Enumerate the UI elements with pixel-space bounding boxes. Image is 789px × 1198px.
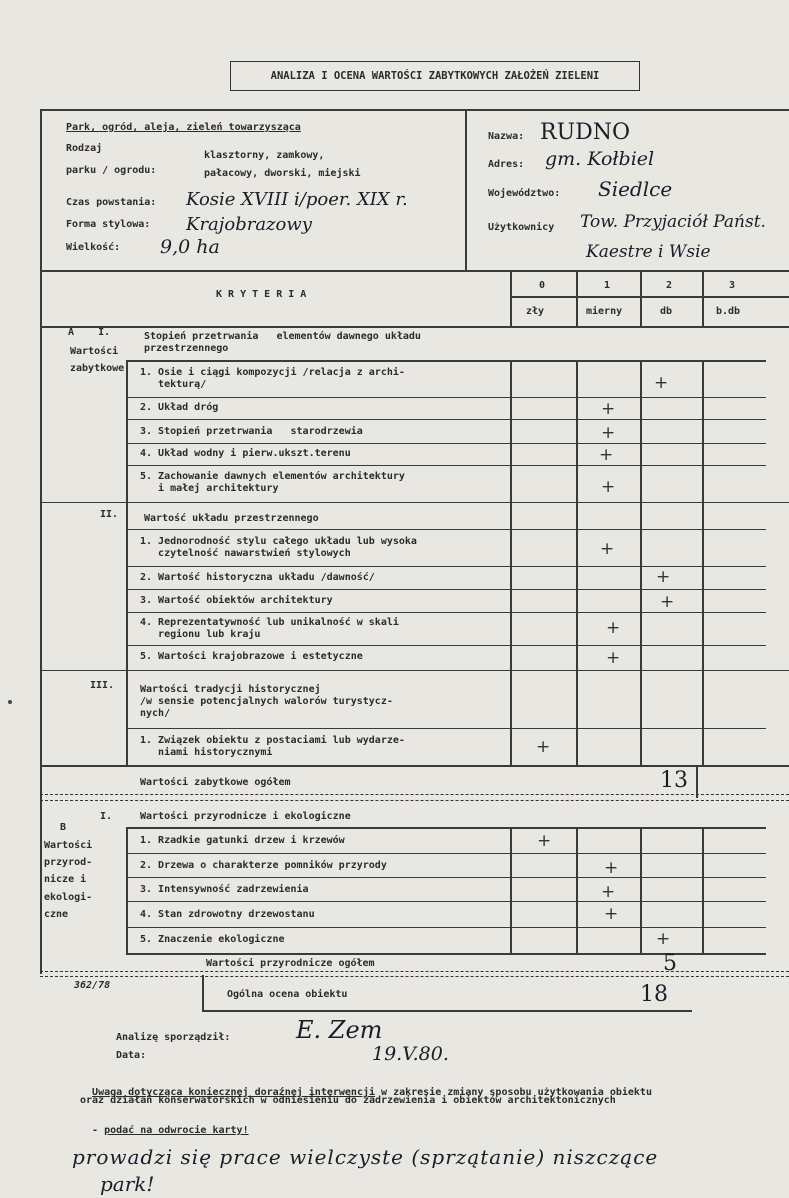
note-line-3-underlined: podać na odwrocie karty! bbox=[104, 1125, 249, 1136]
row-line bbox=[126, 589, 766, 590]
col-item-left bbox=[126, 360, 128, 765]
section-a-label-3: zabytkowe bbox=[70, 363, 125, 374]
date-value: 19.V.80. bbox=[372, 1043, 449, 1065]
score-label-3: b.db bbox=[716, 306, 741, 317]
uzytkownicy-value-1: Tow. Przyjaciół Państ. bbox=[580, 212, 766, 232]
section-a-total-value: 13 bbox=[660, 768, 688, 793]
score-col-line-3 bbox=[702, 270, 704, 327]
col-item-right bbox=[510, 360, 512, 765]
group-1-title-2: przestrzennego bbox=[144, 343, 229, 354]
col-s2 bbox=[640, 360, 642, 765]
b-row-line bbox=[126, 927, 766, 928]
section-b-top bbox=[126, 827, 766, 829]
row-line bbox=[126, 465, 766, 466]
section-b-label-2: Wartości bbox=[44, 840, 93, 851]
row-line bbox=[126, 612, 766, 613]
note-line-3-prefix: - bbox=[92, 1125, 105, 1136]
item-a1-5: 5. Zachowanie dawnych elementów architektury bbox=[140, 471, 405, 482]
section-a-label-2: Wartości bbox=[70, 346, 119, 357]
analysis-signature: E. Zem bbox=[296, 1016, 383, 1044]
tick-a1-4: + bbox=[599, 445, 614, 465]
item-a1-4: 4. Układ wodny i pierw.ukszt.terenu bbox=[140, 448, 351, 459]
b-row-line bbox=[126, 877, 766, 878]
score-col-line-0 bbox=[510, 270, 512, 327]
item-a2-1: 1. Jednorodność stylu całego układu lub wysoka bbox=[140, 536, 417, 547]
group-3-title-2: /w sensie potencjalnych walorów turystycz- bbox=[140, 696, 393, 707]
score-3: 3 bbox=[729, 280, 736, 291]
header-divider-vertical bbox=[465, 109, 467, 271]
wojewodztwo-label: Województwo: bbox=[488, 188, 561, 199]
tick-a2-5: + bbox=[606, 648, 621, 668]
note-line-1-rest: w zakresie zmiany sposobu użytkowania obiektu bbox=[375, 1087, 652, 1098]
group-1-title-1: Stopień przetrwania elementów dawnego układu bbox=[144, 331, 421, 342]
item-a2-4: 4. Reprezentatywność lub unikalność w skali bbox=[140, 617, 399, 628]
row-line bbox=[126, 419, 766, 420]
section-b-total-label: Wartości przyrodnicze ogółem bbox=[206, 958, 375, 969]
tick-a1-5: + bbox=[601, 477, 616, 497]
handwritten-note-1: prowadzi się prace wielczyste (sprzątanie) niszczące bbox=[72, 1145, 659, 1169]
score-label-1: mierny bbox=[586, 306, 623, 317]
score-label-2: db bbox=[660, 306, 673, 317]
uzytkownicy-label: Użytkownicy bbox=[488, 222, 555, 233]
tick-a3-1: + bbox=[536, 737, 551, 757]
double-dash-line bbox=[40, 794, 789, 801]
note-line-1-underlined: Uwaga dotycząca koniecznej doraźnej interwencji bbox=[92, 1087, 376, 1098]
wojewodztwo-value: Siedlce bbox=[598, 177, 673, 201]
section-b-label-6: czne bbox=[44, 909, 69, 920]
criteria-label: K R Y T E R I A bbox=[216, 289, 307, 300]
group-2-num: II. bbox=[100, 509, 119, 520]
score-0: 0 bbox=[539, 280, 546, 291]
b-col-left bbox=[126, 827, 128, 954]
tick-a1-3: + bbox=[601, 423, 616, 443]
czas-value: Kosie XVIII i/poer. XIX r. bbox=[186, 189, 408, 210]
group-2-title: Wartość układu przestrzennego bbox=[144, 513, 319, 524]
section-a-bottom bbox=[40, 765, 789, 767]
sheet-number: 362/78 bbox=[74, 980, 111, 991]
b-col-s2 bbox=[640, 827, 642, 954]
czas-label: Czas powstania: bbox=[66, 197, 157, 208]
section-a-label: A I. bbox=[68, 327, 111, 338]
row-line bbox=[126, 397, 766, 398]
nazwa-label: Nazwa: bbox=[488, 131, 525, 142]
score-col-line-1 bbox=[576, 270, 578, 327]
section-a-total-label: Wartości zabytkowe ogółem bbox=[140, 777, 291, 788]
rodzaj-label-2: parku / ogrodu: bbox=[66, 165, 157, 176]
header-bottom bbox=[40, 270, 789, 272]
item-a2-2: 2. Wartość historyczna układu /dawność/ bbox=[140, 572, 375, 583]
tick-b-4: + bbox=[604, 904, 619, 924]
item-a2-5: 5. Wartości krajobrazowe i estetyczne bbox=[140, 651, 363, 662]
score-1: 1 bbox=[604, 280, 611, 291]
group-1-top bbox=[126, 360, 766, 362]
tick-a2-4: + bbox=[606, 618, 621, 638]
b-col-s0 bbox=[510, 827, 512, 954]
dash-line-bottom bbox=[40, 971, 789, 977]
tick-b-5: + bbox=[656, 929, 671, 949]
row-line bbox=[126, 645, 766, 646]
overall-value: 18 bbox=[640, 982, 668, 1007]
item-a1-5b: i małej architektury bbox=[140, 483, 279, 494]
score-header-mid bbox=[510, 296, 789, 298]
rodzaj-options-1: klasztorny, zamkowy, bbox=[204, 150, 325, 161]
col-s3 bbox=[702, 360, 704, 765]
item-b-5: 5. Znaczenie ekologiczne bbox=[140, 934, 285, 945]
handwritten-note-2: park! bbox=[100, 1172, 155, 1196]
item-a2-4b: regionu lub kraju bbox=[140, 629, 261, 640]
item-a1-2: 2. Układ dróg bbox=[140, 402, 219, 413]
b-col-s3 bbox=[702, 827, 704, 954]
item-a1-1: 1. Osie i ciągi kompozycji /relacja z archi- bbox=[140, 367, 405, 378]
section-b-label-3: przyrod- bbox=[44, 857, 93, 868]
tick-a2-1: + bbox=[600, 539, 615, 559]
tick-a1-1: + bbox=[654, 373, 669, 393]
col-s1 bbox=[576, 360, 578, 765]
uzytkownicy-value-2: Kaestre i Wsie bbox=[586, 242, 711, 262]
item-a2-1b: czytelność nawarstwień stylowych bbox=[140, 548, 351, 559]
forma-label: Forma stylowa: bbox=[66, 219, 151, 230]
group-3-title-1: Wartości tradycji historycznej bbox=[140, 684, 321, 695]
type-line: Park, ogród, aleja, zieleń towarzysząca bbox=[66, 122, 301, 133]
forma-value: Krajobrazowy bbox=[186, 214, 312, 235]
group-2-top bbox=[126, 529, 766, 530]
section-b-group-title: Wartości przyrodnicze i ekologiczne bbox=[140, 811, 351, 822]
frame-left bbox=[40, 109, 42, 974]
group-3-num: III. bbox=[90, 680, 115, 691]
section-b-label-4: nicze i bbox=[44, 874, 87, 885]
b-row-line bbox=[126, 853, 766, 854]
overall-box-bottom bbox=[202, 1010, 692, 1012]
punch-dot bbox=[8, 700, 12, 704]
wielkosc-label: Wielkość: bbox=[66, 242, 121, 253]
item-a3-1b: niami historycznymi bbox=[140, 747, 273, 758]
section-b-total-value: 5 bbox=[663, 951, 677, 976]
item-a3-1: 1. Związek obiektu z postaciami lub wydarze- bbox=[140, 735, 405, 746]
item-a1-1b: tekturą/ bbox=[140, 379, 207, 390]
row-line bbox=[126, 443, 766, 444]
tick-b-2: + bbox=[604, 858, 619, 878]
tick-a1-2: + bbox=[601, 399, 616, 419]
group-divider bbox=[40, 502, 789, 503]
adres-label: Adres: bbox=[488, 159, 525, 170]
group-3-title-3: nych/ bbox=[140, 708, 171, 719]
tick-a2-2: + bbox=[656, 567, 671, 587]
date-label: Data: bbox=[116, 1050, 147, 1061]
tick-b-1: + bbox=[537, 831, 552, 851]
group-3-top bbox=[126, 728, 766, 729]
item-b-1: 1. Rzadkie gatunki drzew i krzewów bbox=[140, 835, 345, 846]
item-b-4: 4. Stan zdrowotny drzewostanu bbox=[140, 909, 315, 920]
section-b-group-num: I. bbox=[100, 811, 113, 822]
tick-a2-3: + bbox=[660, 592, 675, 612]
note-line-3 bbox=[80, 1114, 249, 1136]
rodzaj-label-1: Rodzaj bbox=[66, 143, 103, 154]
section-b-label-1: B bbox=[60, 822, 67, 833]
item-a1-3: 3. Stopień przetrwania starodrzewia bbox=[140, 426, 363, 437]
analysis-label: Analizę sporządził: bbox=[116, 1032, 231, 1043]
section-b-label-5: ekologi- bbox=[44, 892, 93, 903]
wielkosc-value: 9,0 ha bbox=[160, 236, 220, 258]
tick-b-3: + bbox=[601, 882, 616, 902]
nazwa-value: RUDNO bbox=[540, 120, 631, 145]
frame-top bbox=[40, 109, 789, 111]
item-b-2: 2. Drzewa o charakterze pomników przyrody bbox=[140, 860, 387, 871]
score-label-0: zły bbox=[526, 306, 545, 317]
form-title: ANALIZA I OCENA WARTOŚCI ZABYTKOWYCH ZAŁOŻEŃ ZIELENI bbox=[230, 61, 640, 91]
b-row-line bbox=[126, 901, 766, 902]
item-b-3: 3. Intensywność zadrzewienia bbox=[140, 884, 309, 895]
rodzaj-options-2: pałacowy, dworski, miejski bbox=[204, 168, 361, 179]
group-divider bbox=[40, 670, 789, 671]
overall-box-left bbox=[202, 975, 204, 1011]
score-col-line-2 bbox=[640, 270, 642, 327]
item-a2-3: 3. Wartość obiektów architektury bbox=[140, 595, 333, 606]
criteria-header-bottom bbox=[40, 326, 789, 328]
note-line-2: oraz działań konserwatorskich w odniesieniu do zadrzewienia i obiektów architektonicznych bbox=[80, 1095, 616, 1106]
overall-label: Ogólna ocena obiektu bbox=[227, 989, 348, 1000]
adres-value: gm. Kołbiel bbox=[545, 148, 655, 170]
score-2: 2 bbox=[666, 280, 673, 291]
b-col-s1 bbox=[576, 827, 578, 954]
